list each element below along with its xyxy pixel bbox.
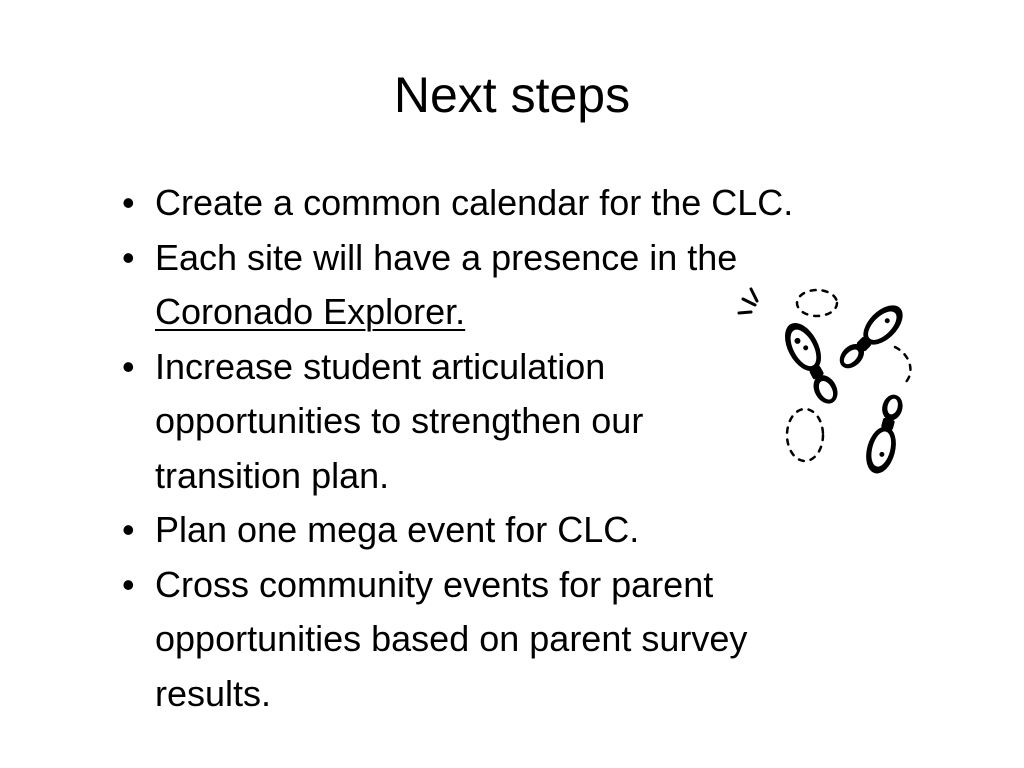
bullet-item-community-events <box>118 558 878 722</box>
footprints-icon <box>735 285 925 485</box>
bullet-item-calendar <box>118 176 878 231</box>
bullet-item-mega-event <box>118 503 878 558</box>
slide-title: Next steps <box>393 67 631 123</box>
bullet-text: transition plan. <box>155 454 390 496</box>
bullet-dot: • <box>122 509 135 550</box>
bullet-text: results. <box>155 672 272 714</box>
bullet-text: opportunities based on parent survey <box>155 618 748 659</box>
bullet-text: Cross community events for parent <box>155 563 714 605</box>
bullet-text: Create a common calendar for the CLC. <box>155 182 794 223</box>
bullet-text: Each site will have a presence in the <box>155 236 738 278</box>
bullet-text: Plan one mega event for CLC. <box>155 509 640 550</box>
bullet-dot: • <box>122 182 135 223</box>
bullet-dot: • <box>122 563 135 605</box>
coronado-explorer-link[interactable]: Coronado Explorer. <box>155 291 466 332</box>
bullet-text: opportunities to strengthen our <box>155 400 644 441</box>
bullet-text: Increase student articulation <box>155 345 606 387</box>
bullet-dot: • <box>122 345 135 387</box>
bullet-dot: • <box>122 236 135 278</box>
